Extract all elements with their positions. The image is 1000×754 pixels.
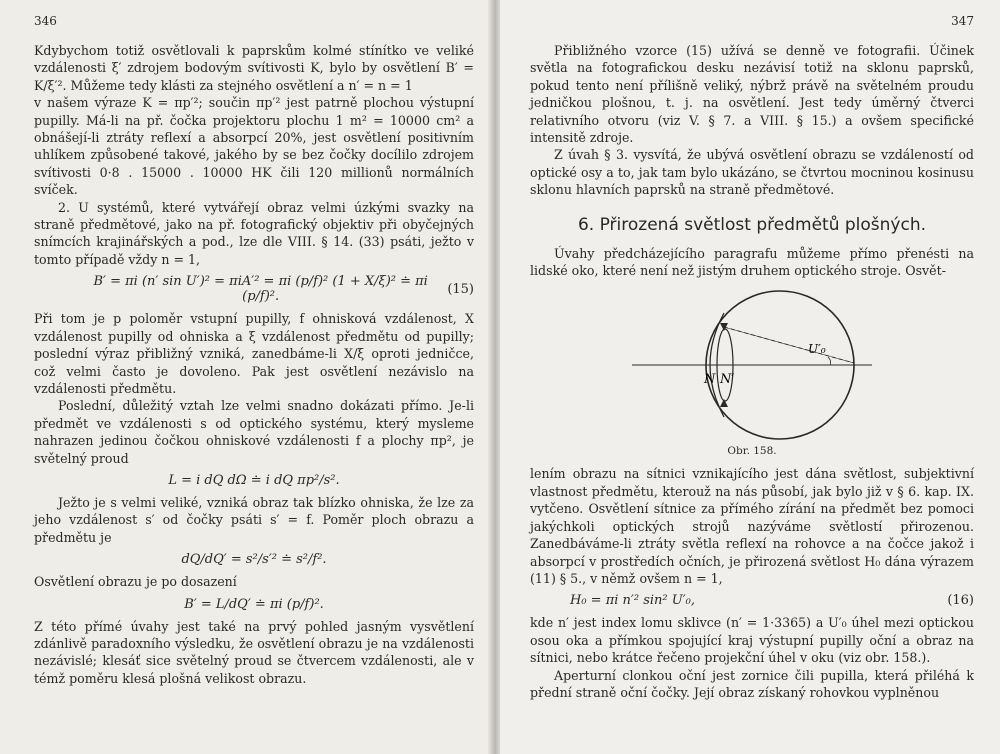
formula-16-body: H₀ = πi n′² sin² U′₀, bbox=[570, 593, 696, 609]
paragraph: Poslední, důležitý vztah lze velmi snadno dokázati přímo. Je-li předmět ve vzdálenosti s od optického systému, který mysleme nahrazen jedinou čočkou ohniskové vzdálenosti f a plochy πp², je světelný proud bbox=[34, 398, 474, 466]
eye-diagram bbox=[632, 283, 872, 443]
paragraph: kde n′ jest index lomu sklivce (n′ = 1·3365) a U′₀ úhel mezi optickou osou oka a přímkou spojující kraj výstupní pupilly oční a obraz na sítnici, nebo krátce řečeno projekční úhel v oku (viz obr. 158.). bbox=[530, 615, 974, 666]
page-number-right: 347 bbox=[951, 14, 974, 28]
right-page bbox=[500, 0, 1000, 754]
label-n: N bbox=[704, 372, 716, 388]
paragraph: Přibližného vzorce (15) užívá se denně ve fotografii. Účinek světla na fotografickou desku nezávisí totiž na sklonu paprsků, pokud tento není přílišně veliký, nýbrž právě na světelném proudu jedničkou plošnou, t. j. na osvětlení. Jest tedy úměrný čtverci relativního otvoru (viz V. § 7. a VIII. § 15.) a ovšem specifické intensitě zdroje. bbox=[530, 43, 974, 146]
paragraph: Z úvah § 3. vysvítá, že ubývá osvětlení obrazu se vzdáleností od optické osy a to, jak tam bylo ukázáno, se čtvrtou mocninou kosinusu sklonu hlavních paprsků na straně předmětové. bbox=[530, 147, 974, 198]
equation-number-15: (15) bbox=[447, 281, 474, 297]
paragraph: Ježto je s velmi veliké, vzniká obraz tak blízko ohniska, že lze za jeho vzdálenost s′ od čočky psáti s′ = f. Poměr ploch obrazu a předmětu je bbox=[34, 494, 474, 545]
figure-caption: Obr. 158. bbox=[727, 445, 777, 458]
paragraph: Z této přímé úvahy jest také na prvý pohled jasným vysvětlení zdánlivě paradoxního výsledku, že osvětlení obrazu je na vzdálenosti nezávislé; klesáť sice světelný proud se čtvercem vzdálenosti, ale v témž poměru klesá plošná velikost obrazu. bbox=[34, 618, 474, 686]
formula-15-body: B′ = πi (n′ sin U′)² = πiA′² = πi (p/f)² (1 + X/ξ)² ≐ πi (p/f)². bbox=[93, 274, 428, 305]
left-page bbox=[0, 0, 492, 754]
label-angle: U′₀ bbox=[808, 342, 826, 357]
paragraph: v našem výraze K = πp′²; součin πp′² jest patrně plochou výstupní pupilly. Má-li na př. čočka projektoru plochu 1 m² = 10000 cm² a obnášejí-li ztráty reflexí a absorpcí 20%, jest osvětlení positivním uhlíkem způsobené takové, jakého by se bez čočky docílilo zdrojem svítivosti 0·8 . 15000 . 10000 HK čili 120 millionů normálních svíček. bbox=[34, 95, 474, 198]
paragraph: 2. U systémů, které vytvářejí obraz velmi úzkými svazky na straně předmětové, jako na př. fotografický objektiv při obyčejných snímcích krajinářských a pod., lze dle VIII. § 14. (33) psáti, ježto v tomto případě vždy n = 1, bbox=[34, 199, 474, 267]
paragraph: Při tom je p poloměr vstupní pupilly, f ohnisková vzdálenost, X vzdálenost pupilly od ohniska a ξ vzdálenost předmětu od pupilly; poslední výraz přibližný vzniká, zanedbáme-li X/ξ oproti jedničce, což velmi často je dovoleno. Pak jest osvětlení nezávislo na vzdálenosti předmětu. bbox=[34, 311, 474, 396]
formula-image-illumination: B′ = L/dQ′ ≐ πi (p/f)². bbox=[184, 596, 324, 612]
section-title: 6. Přirozená světlost předmětů plošných. bbox=[577, 214, 927, 235]
paragraph: lením obrazu na sítnici vznikajícího jest dána světlost, subjektivní vlastnost předmětu, kterouž na nás působí, jak bylo již v § 6. kap. IX. vytčeno. Osvětlení sítnice za přímého zírání na předmět bez pomoci jakýchkoli optických strojů nazýváme světlostí přirozenou. Zanedbáváme-li ztráty světla reflexí na rohovce a na čočce jakož i absorpcí v prostředích očních, je přirozená světlost H₀ dána výrazem (11) § 5., v němž ovšem n = 1, bbox=[530, 466, 974, 586]
paragraph: Aperturní clonkou oční jest zornice čili pupilla, která přiléhá k přední straně oční čočky. Její obraz získaný rohovkou vyplněnou bbox=[530, 667, 974, 700]
paragraph: Úvahy předcházejícího paragrafu můžeme přímo přenésti na lidské oko, které není než jistým druhem optického stroje. Osvět- bbox=[530, 245, 974, 279]
paragraph: Kdybychom totiž osvětlovali k paprskům kolmé stínítko ve veliké vzdálenosti ξ′ zdrojem bodovým svítivosti K, bylo by osvětlení B′ = K/ξ′². Můžeme tedy klásti za stejného osvětlení a n′ = n = 1 bbox=[34, 43, 474, 93]
equation-number-16: (16) bbox=[947, 593, 974, 609]
formula-luminous-flux: L = i dQ dΩ ≐ i dQ πp²/s². bbox=[168, 472, 340, 488]
formula-area-ratio: dQ/dQ′ = s²/s′² ≐ s²/f². bbox=[181, 552, 327, 568]
formula-15 bbox=[34, 274, 474, 304]
chief-ray bbox=[724, 327, 854, 363]
angle-arc bbox=[828, 357, 831, 365]
label-n-prime: N′ bbox=[720, 372, 735, 388]
page-number-left: 346 bbox=[34, 14, 57, 28]
formula-16 bbox=[530, 593, 974, 608]
paragraph: Osvětlení obrazu je po dosazení bbox=[34, 574, 237, 590]
figure-eye-diagram bbox=[530, 283, 974, 457]
